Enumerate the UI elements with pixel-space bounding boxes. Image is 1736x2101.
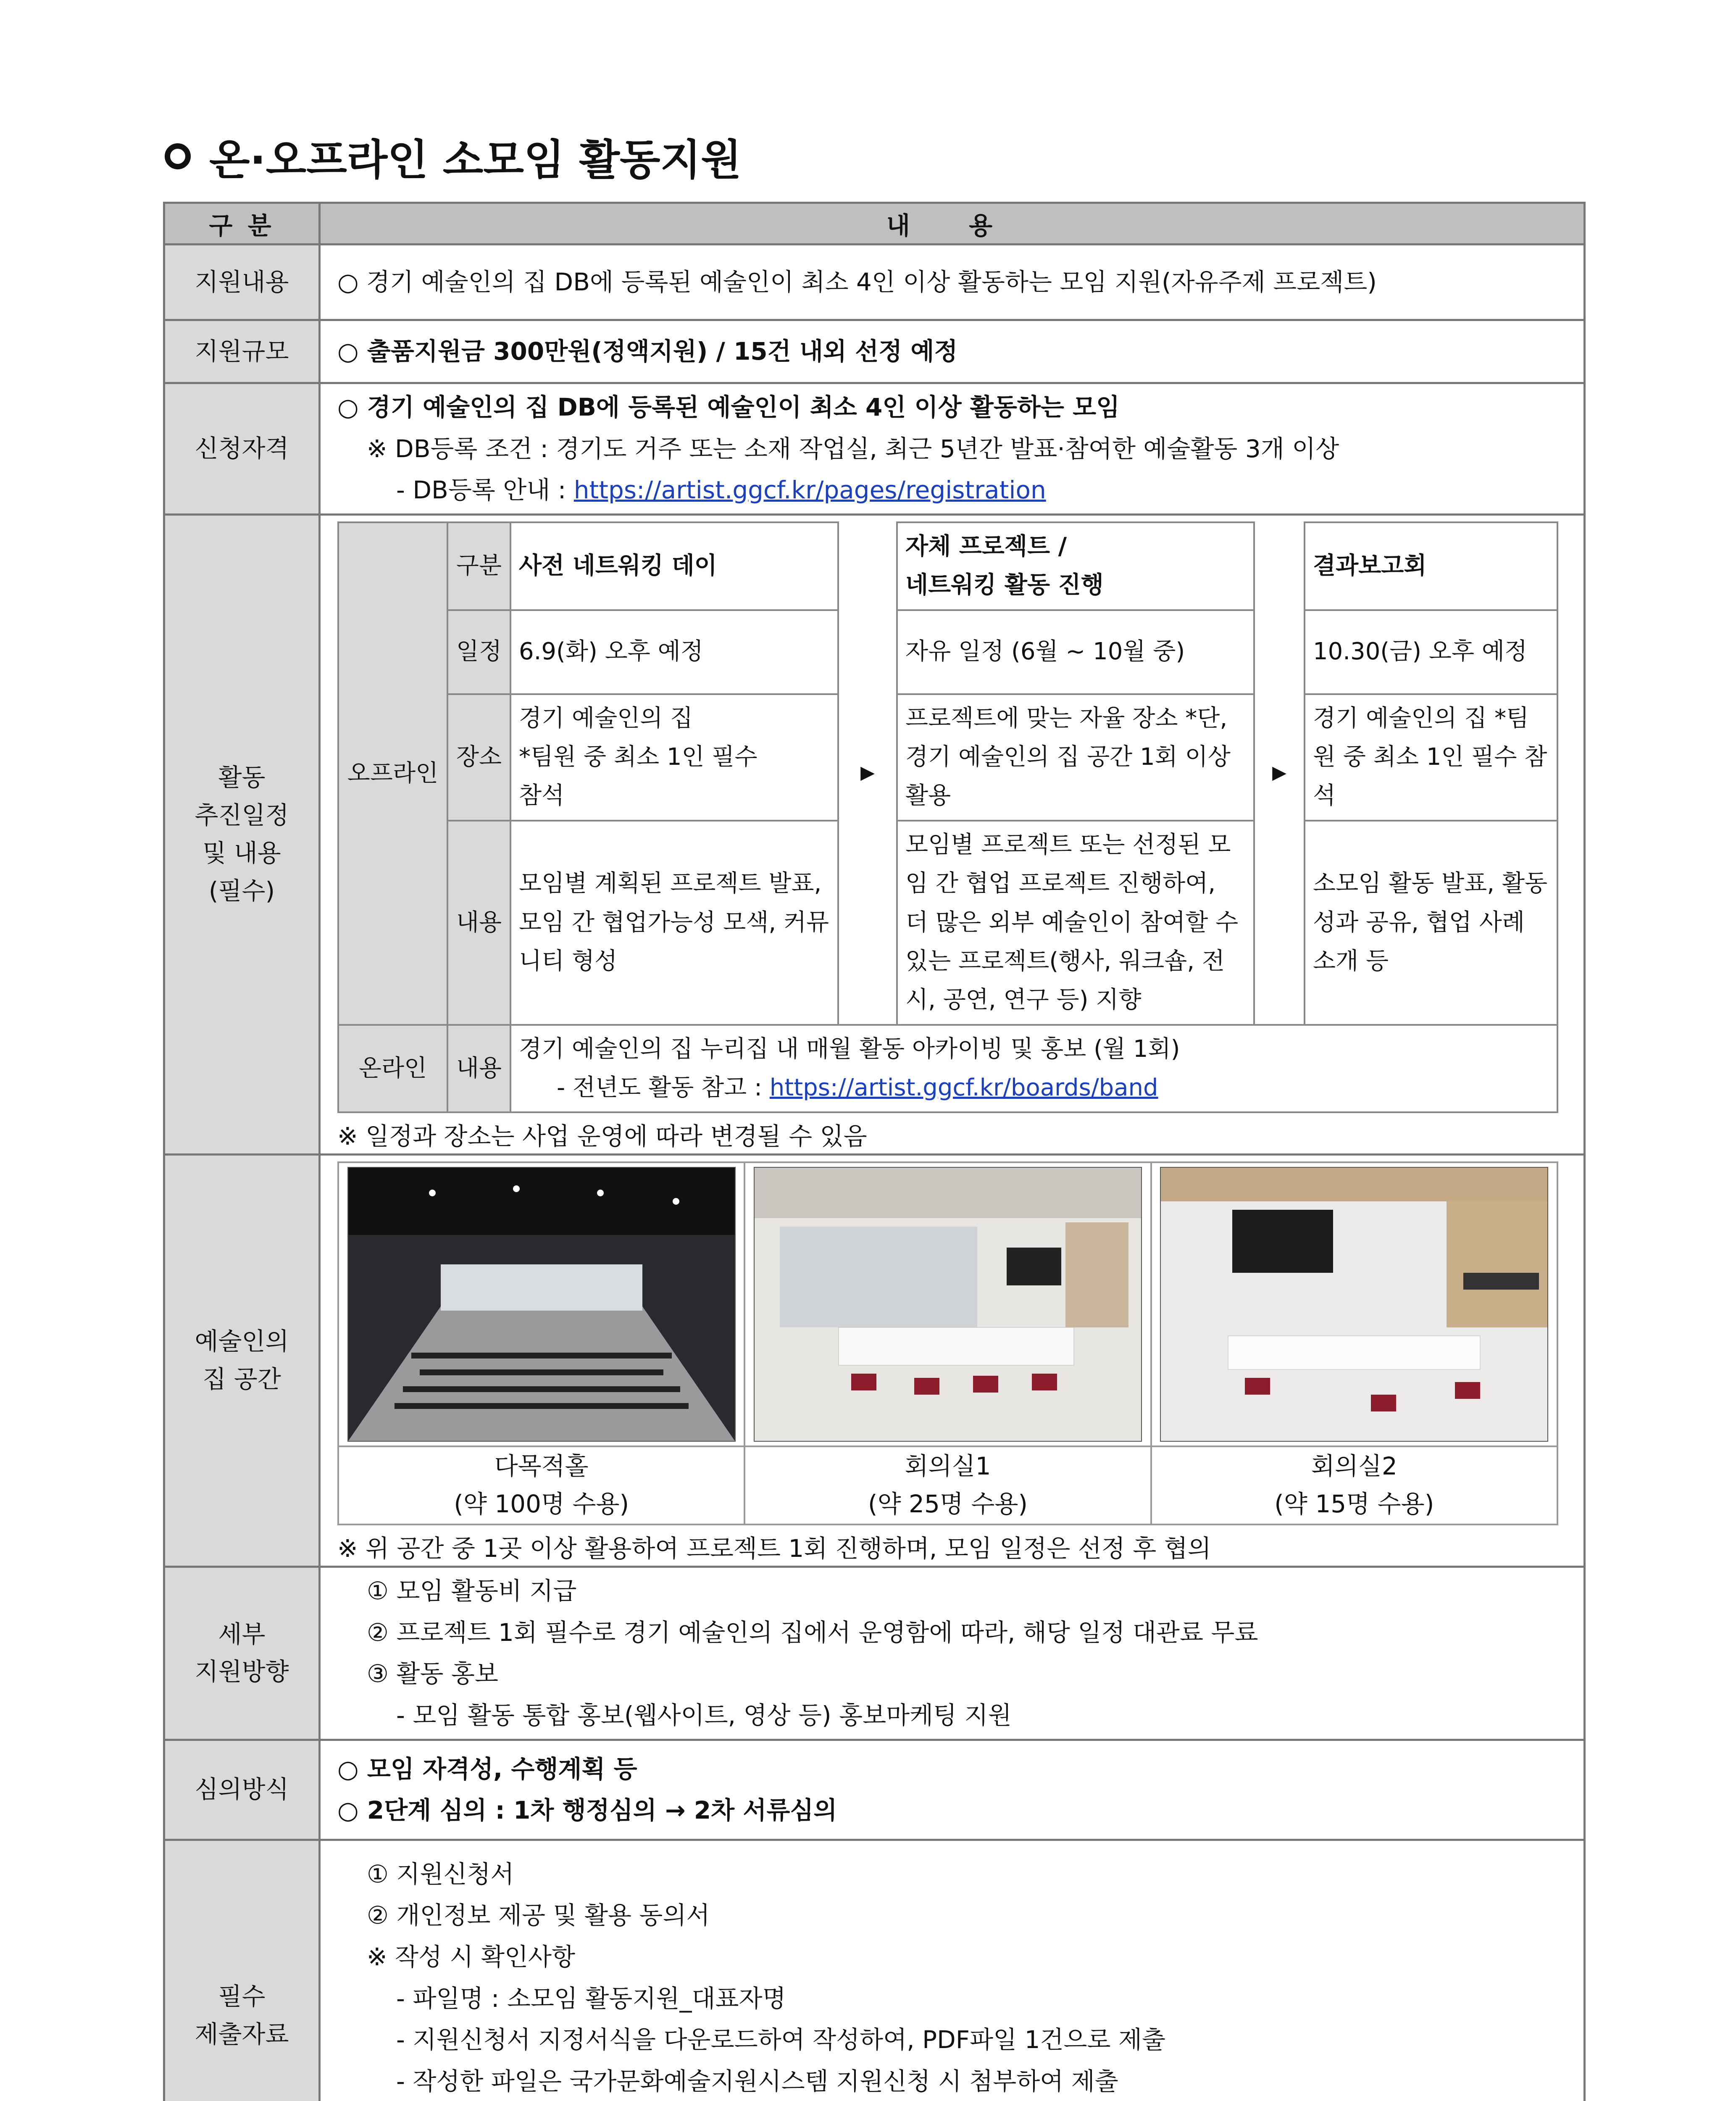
stage3-date: 10.30(금) 오후 예정: [1305, 610, 1557, 694]
space-caption-hall: [338, 1446, 744, 1524]
docs-line2: ② 개인정보 제공 및 활용 동의서: [367, 1901, 710, 1930]
review-cell: [320, 1740, 1585, 1840]
space-photo-room1: [744, 1162, 1151, 1446]
label-place: 장소: [447, 694, 510, 821]
space-caption-room2: [1151, 1446, 1557, 1524]
row-label-docs: 필수 제출자료: [164, 1840, 320, 2101]
stage2-content: 모임별 프로젝트 또는 선정된 모임 간 협업 프로젝트 진행하여, 더 많은 외부 예술인이 참여할 수 있는 프로젝트(행사, 워크숍, 전시, 공연, 연구 등) 지향: [897, 821, 1254, 1025]
arrow-icon: ▶: [838, 522, 897, 1025]
hall-photo: [347, 1167, 736, 1442]
direction-cell: [320, 1567, 1585, 1740]
stage1-name: 사전 네트워킹 데이: [510, 522, 838, 610]
review-line2: ○ 2단계 심의 : 1차 행정심의 → 2차 서류심의: [337, 1796, 837, 1825]
row-label-review: 심의방식: [164, 1740, 320, 1840]
stage2-date: 자유 일정 (6월 ~ 10월 중): [897, 610, 1254, 694]
eligibility-cell: [320, 383, 1585, 515]
stage1-place: 경기 예술인의 집 *팀원 중 최소 1인 필수 참석: [510, 694, 838, 821]
eligibility-line1: ○ 경기 예술인의 집 DB에 등록된 예술인이 최소 4인 이상 활동하는 모임: [337, 393, 1120, 421]
row-label-eligibility: 신청자격: [164, 383, 320, 515]
stage3-content: 소모임 활동 발표, 활동 성과 공유, 협업 사례 소개 등: [1305, 821, 1557, 1025]
direction-line3: ③ 활동 홍보: [367, 1659, 498, 1688]
space-capacity: (약 25명 수용): [868, 1490, 1028, 1519]
direction-line2: ② 프로젝트 1회 필수로 경기 예술인의 집에서 운영함에 따라, 해당 일정 대관료 무료: [367, 1618, 1258, 1647]
space-caption-room1: [744, 1446, 1151, 1524]
direction-line4: - 모임 활동 통합 홍보(웹사이트, 영상 등) 홍보마케팅 지원: [396, 1701, 1012, 1730]
eligibility-line3: [337, 469, 1567, 511]
docs-line5: - 지원신청서 지정서식을 다운로드하여 작성하여, PDF파일 1건으로 제출: [396, 2025, 1166, 2054]
online-line1: 경기 예술인의 집 누리집 내 매월 활동 아카이빙 및 홍보 (월 1회): [519, 1035, 1180, 1063]
review-line1: ○ 모임 자격성, 수행계획 등: [337, 1754, 637, 1783]
spaces-cell: [320, 1155, 1585, 1567]
stage2-place: 프로젝트에 맞는 자율 장소 *단, 경기 예술인의 집 공간 1회 이상 활용: [897, 694, 1254, 821]
circle-bullet-icon: [165, 143, 191, 169]
stage2-name: 자체 프로젝트 / 네트워킹 활동 진행: [897, 522, 1254, 610]
docs-line4: - 파일명 : 소모임 활동지원_대표자명: [396, 1984, 786, 2013]
spaces-note: ※ 위 공간 중 1곳 이상 활용하여 프로젝트 1회 진행하며, 모임 일정은 선정 후 협의: [337, 1534, 1211, 1563]
space-photos: [337, 1161, 1558, 1525]
program-table: [163, 202, 1586, 2101]
online-content: [510, 1025, 1557, 1113]
header-content: 내 용: [320, 203, 1585, 245]
header-category: 구 분: [164, 203, 320, 245]
stage1-content: 모임별 계획된 프로젝트 발표, 모임 간 협업가능성 모색, 커뮤니티 형성: [510, 821, 838, 1025]
label-category: 구분: [447, 522, 510, 610]
online-line2-prefix: - 전년도 활동 참고 :: [557, 1074, 770, 1102]
label-date: 일정: [447, 610, 510, 694]
section-title-text: 온·오프라인 소모임 활동지원: [209, 135, 742, 184]
space-name: 다목적홀: [494, 1452, 589, 1481]
row-label-scale: 지원규모: [164, 320, 320, 383]
band-link[interactable]: https://artist.ggcf.kr/boards/band: [769, 1074, 1158, 1102]
support-text: ○ 경기 예술인의 집 DB에 등록된 예술인이 최소 4인 이상 활동하는 모임 지원(자유주제 프로젝트): [320, 245, 1585, 320]
docs-line1: ① 지원신청서: [367, 1859, 514, 1888]
stage3-name: 결과보고회: [1305, 522, 1557, 610]
registration-link[interactable]: https://artist.ggcf.kr/pages/registration: [573, 476, 1046, 505]
online-label: 온라인: [338, 1025, 447, 1113]
docs-line3: ※ 작성 시 확인사항: [367, 1943, 576, 1971]
stage3-place: 경기 예술인의 집 *팀원 중 최소 1인 필수 참석: [1305, 694, 1557, 821]
stage1-date: 6.9(화) 오후 예정: [510, 610, 838, 694]
space-photo-room2: [1151, 1162, 1557, 1446]
docs-cell: [320, 1840, 1585, 2101]
eligibility-line3-prefix: - DB등록 안내 :: [396, 476, 574, 505]
scale-text: ○ 출품지원금 300만원(정액지원) / 15건 내외 선정 예정: [320, 320, 1585, 383]
eligibility-line2: ※ DB등록 조건 : 경기도 거주 또는 소재 작업실, 최근 5년간 발표·참여한 예술활동 3개 이상: [367, 434, 1339, 463]
space-capacity: (약 100명 수용): [454, 1490, 629, 1519]
label-content: 내용: [447, 821, 510, 1025]
row-label-support: 지원내용: [164, 245, 320, 320]
space-capacity: (약 15명 수용): [1274, 1490, 1434, 1519]
online-line2: [519, 1069, 1549, 1107]
section-title: [165, 126, 742, 187]
docs-line6: - 작성한 파일은 국가문화예술지원시스템 지원신청 시 첨부하여 제출: [396, 2067, 1118, 2096]
room2-photo: [1160, 1167, 1548, 1442]
row-label-schedule: 활동 추진일정 및 내용 (필수): [164, 514, 320, 1155]
row-label-spaces: 예술인의 집 공간: [164, 1155, 320, 1567]
space-photo-hall: [338, 1162, 744, 1446]
schedule-cell: [320, 514, 1585, 1155]
space-name: 회의실2: [1311, 1452, 1397, 1481]
arrow-icon: ▶: [1254, 522, 1305, 1025]
schedule-note: ※ 일정과 장소는 사업 운영에 따라 변경될 수 있음: [337, 1122, 867, 1151]
schedule-table: [337, 521, 1558, 1114]
space-name: 회의실1: [905, 1452, 991, 1481]
direction-line1: ① 모임 활동비 지급: [367, 1577, 577, 1606]
label-online-content: 내용: [447, 1025, 510, 1113]
room1-photo: [754, 1167, 1142, 1442]
offline-label: 오프라인: [338, 522, 447, 1025]
row-label-direction: 세부 지원방향: [164, 1567, 320, 1740]
